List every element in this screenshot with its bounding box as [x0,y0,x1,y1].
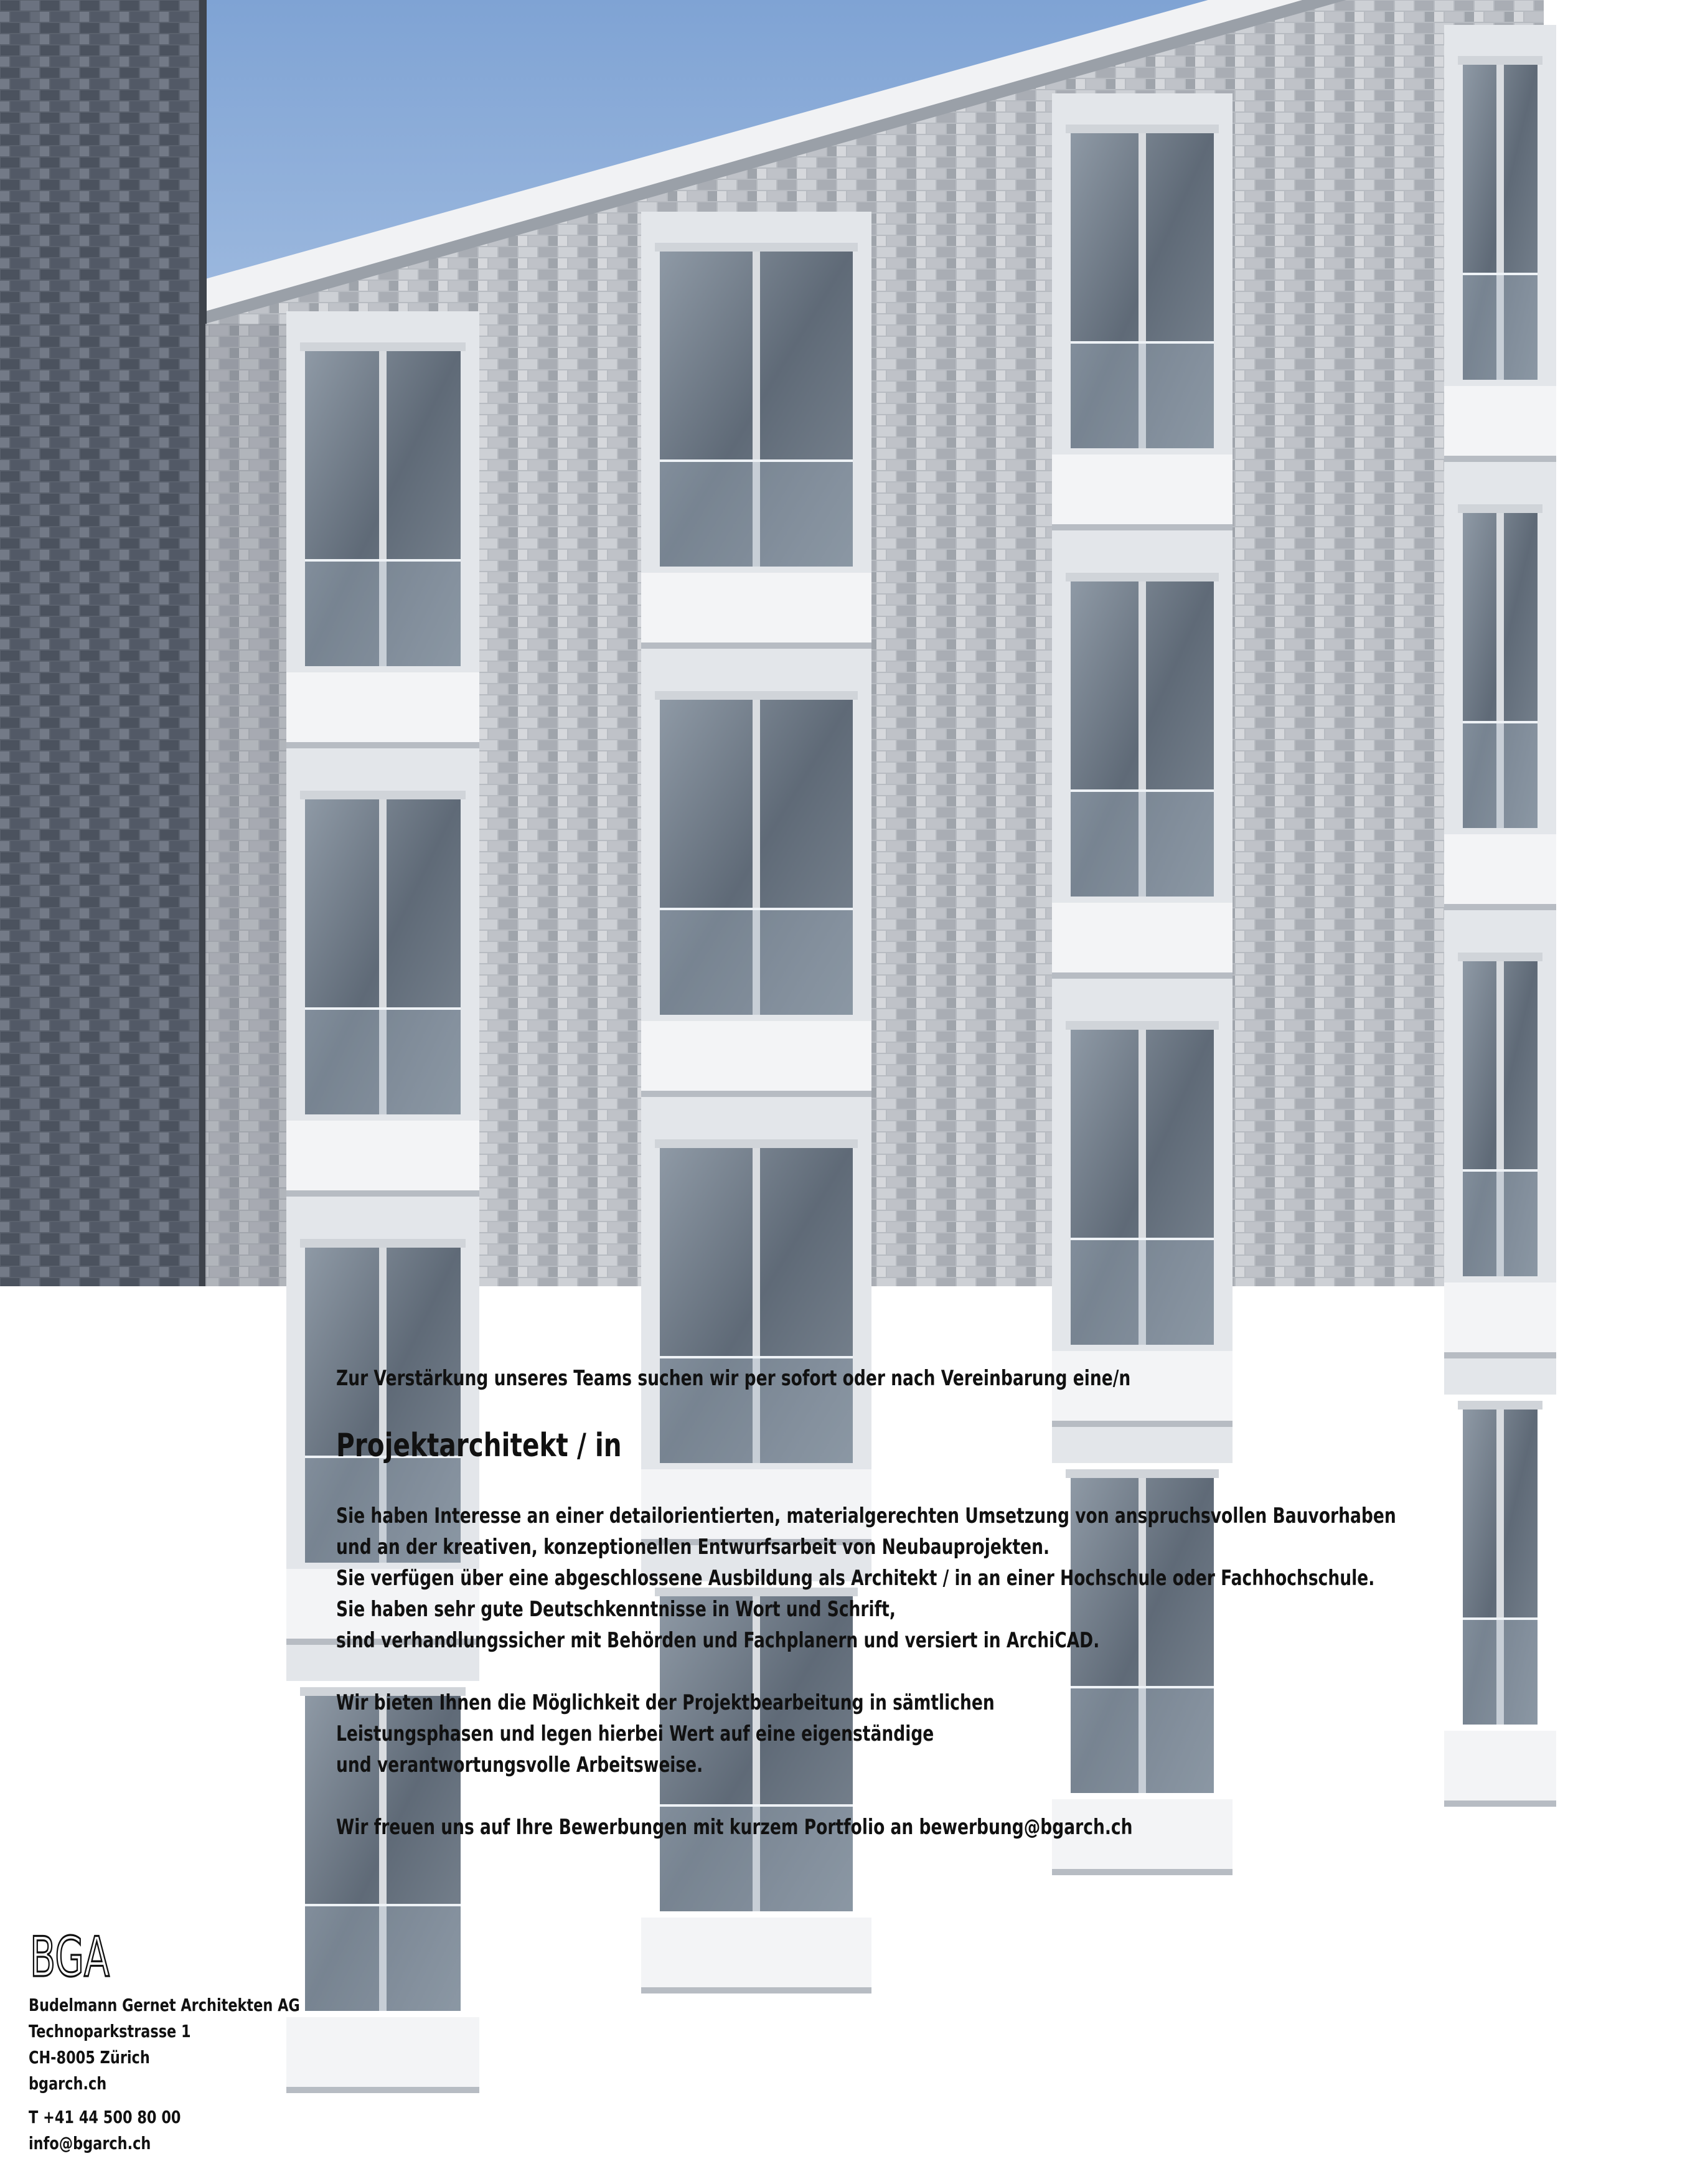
glass-balustrade [1463,1619,1538,1725]
glass-balustrade [1463,722,1538,828]
window-head [1066,573,1219,581]
lintel-shadow [641,642,871,649]
offer-paragraph [336,1687,1457,1781]
lintel-shadow [1052,524,1233,530]
lintel-shadow [1444,456,1556,462]
job-posting [336,1363,1457,1874]
glass-balustrade [1071,791,1214,897]
glass-balustrade [305,1009,461,1114]
window-head [655,691,858,700]
window-head [1458,56,1542,65]
recessed-shadow [205,324,286,1286]
application-paragraph [336,1812,1457,1843]
window-head [300,1239,466,1248]
paragraph-line: sind verhandlungssicher mit Behörden und Fachplanern und versiert in ArchiCAD. [336,1628,1100,1653]
paragraph-line: Sie haben sehr gute Deutschkenntnisse in Wort und Schrift, [336,1597,896,1622]
requirements-paragraph [336,1500,1457,1656]
company-footer [29,1925,464,2157]
lintel-band [1444,1283,1556,1357]
phone-number[interactable]: T +41 44 500 80 00 [29,2107,181,2127]
glass-balustrade [305,560,461,666]
window-head [1458,504,1542,513]
window-head [655,243,858,252]
paragraph-line: und verantwortungsvolle Arbeitsweise. [336,1753,703,1777]
lintel-band [1052,454,1233,529]
paragraph-line: Wir bieten Ihnen die Möglichkeit der Projektbearbeitung in sämtlichen [336,1690,995,1715]
paragraph-line: Leistungsphasen und legen hierbei Wert auf eine eigenständige [336,1721,934,1746]
window-head [1066,125,1219,133]
bga-logo [29,1925,111,1989]
city-address: CH-8005 Zürich [29,2047,150,2068]
lintel-shadow [641,1091,871,1097]
glass-balustrade [1463,1170,1538,1276]
window-head [300,342,466,351]
glass-balustrade [660,461,853,567]
email-link[interactable]: info@bgarch.ch [29,2133,151,2153]
lintel-shadow [286,1190,479,1197]
window-head [300,791,466,799]
website-link[interactable]: bgarch.ch [29,2073,107,2094]
neighbour-building [0,0,205,1286]
lintel-shadow [1444,1352,1556,1358]
lintel-band [286,672,479,747]
glass-balustrade [1463,274,1538,380]
lintel-shadow [1444,904,1556,910]
paragraph-line: Sie verfügen über eine abgeschlossene Ausbildung als Architekt / in an einer Hochschule oder Fachhochschule. [336,1566,1375,1591]
street-address: Technoparkstrasse 1 [29,2021,191,2041]
lintel-shadow [1052,972,1233,979]
lintel-band [641,573,871,647]
window-head [655,1139,858,1148]
window-head [1066,1021,1219,1030]
lintel-band [1444,386,1556,461]
window-head [1458,1401,1542,1410]
paragraph-line: Sie haben Interesse an einer detailorientierten, materialgerechten Umsetzung von anspruchsvollen Bauvorhaben [336,1504,1396,1528]
company-name: Budelmann Gernet Architekten AG [29,1995,300,2015]
lintel-band [641,1021,871,1096]
lintel-shadow [286,742,479,748]
glass-balustrade [1071,1239,1214,1345]
lintel-band [641,1918,871,1992]
lintel-band [1444,1731,1556,1805]
lintel-shadow [641,1987,871,1993]
lintel-band [1444,834,1556,909]
lintel-shadow [1444,1800,1556,1807]
lintel-band [286,1121,479,1195]
window-head [1458,953,1542,961]
job-title: Projektarchitekt / in [336,1427,622,1464]
paragraph-line: Wir freuen uns auf Ihre Bewerbungen mit kurzem Portfolio an bewerbung@bgarch.ch [336,1815,1133,1840]
paragraph-line: und an der kreativen, konzeptionellen Entwurfsarbeit von Neubauprojekten. [336,1535,1050,1560]
logo-text: BGA [30,1925,110,1989]
glass-balustrade [1071,342,1214,448]
intro-text: Zur Verstärkung unseres Teams suchen wir per sofort oder nach Vereinbarung eine/n [336,1366,1131,1391]
glass-balustrade [660,909,853,1015]
lintel-band [1052,903,1233,977]
